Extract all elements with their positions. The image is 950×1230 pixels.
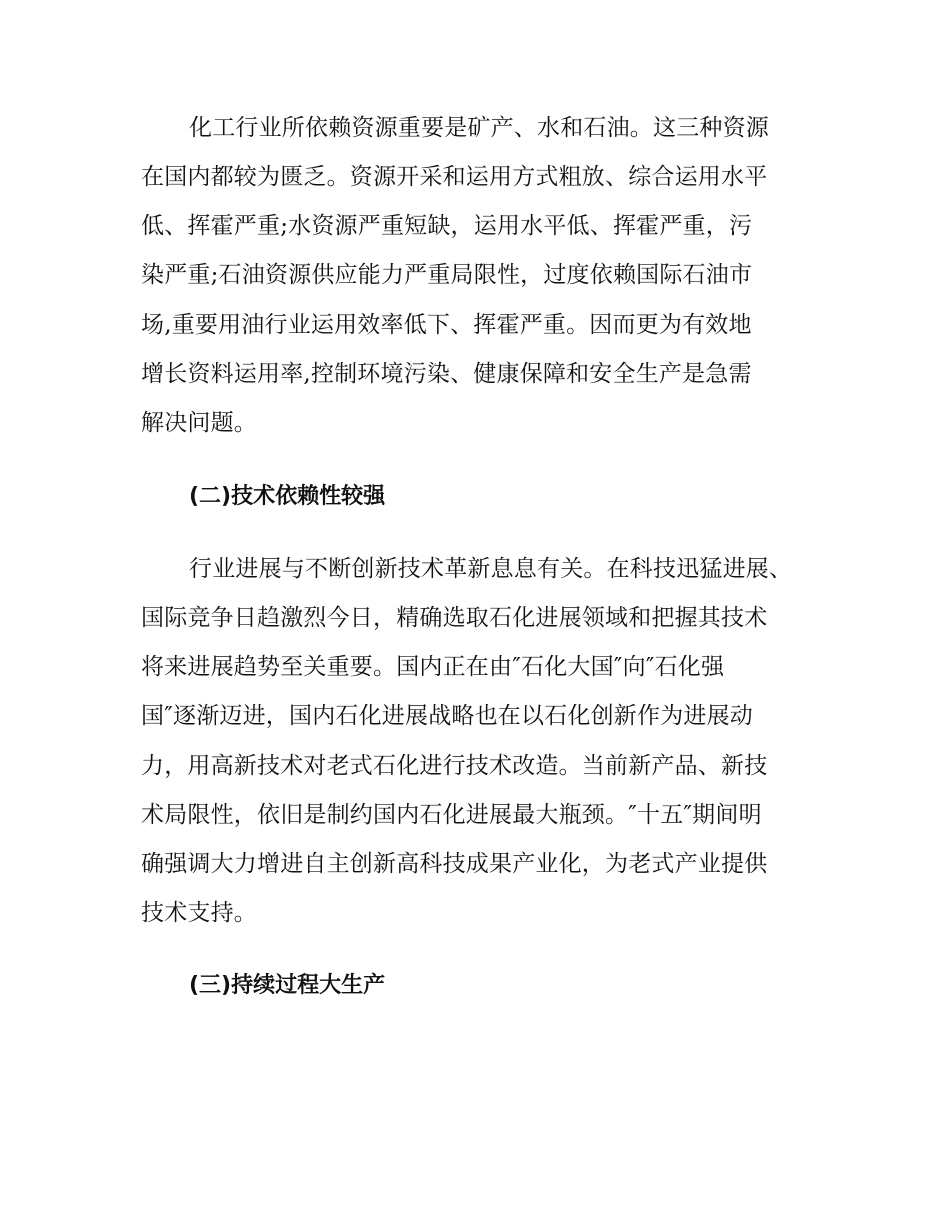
paragraph-2-line-5: 力，用高新技术对老式石化进行技术改造。当前新产品、新技: [141, 753, 768, 779]
paragraph-1-line-6: 增长资料运用率,控制环境污染、健康保障和安全生产是急需: [141, 361, 752, 387]
paragraph-2-line-3: 将来进展趋势至关重要。国内正在由″石化大国″向″石化强: [141, 654, 725, 680]
paragraph-1-line-2: 在国内都较为匮乏。资源开采和运用方式粗放、综合运用水平: [141, 164, 768, 190]
paragraph-2-line-8: 技术支持。: [141, 900, 257, 926]
paragraph-2-line-4: 国″逐渐迈进，国内石化进展战略也在以石化创新作为进展动: [141, 703, 753, 729]
paragraph-1-line-5: 场,重要用油行业运用效率低下、挥霍严重。因而更为有效地: [141, 312, 752, 338]
paragraph-2-line-2: 国际竞争日趋激烈今日，精确选取石化进展领域和把握其技术: [141, 605, 768, 631]
paragraph-1-line-7: 解决问题。: [141, 410, 257, 436]
section-heading-2: (二)技术依赖性较强: [189, 484, 386, 509]
paragraph-2-line-6: 术局限性，依旧是制约国内石化进展最大瓶颈。″十五″期间明: [141, 802, 762, 828]
paragraph-2-line-1: 行业进展与不断创新技术革新息息有关。在科技迅猛进展、: [189, 556, 793, 582]
paragraph-1-line-3: 低、挥霍严重;水资源严重短缺，运用水平低、挥霍严重，污: [141, 213, 753, 239]
section-heading-3: (三)持续过程大生产: [189, 973, 386, 998]
paragraph-1-line-4: 染严重;石油资源供应能力严重局限性，过度依赖国际石油市: [141, 262, 753, 288]
paragraph-2-line-7: 确强调大力增进自主创新高科技成果产业化，为老式产业提供: [141, 851, 768, 877]
paragraph-1-line-1: 化工行业所依赖资源重要是矿产、水和石油。这三种资源: [189, 115, 769, 141]
